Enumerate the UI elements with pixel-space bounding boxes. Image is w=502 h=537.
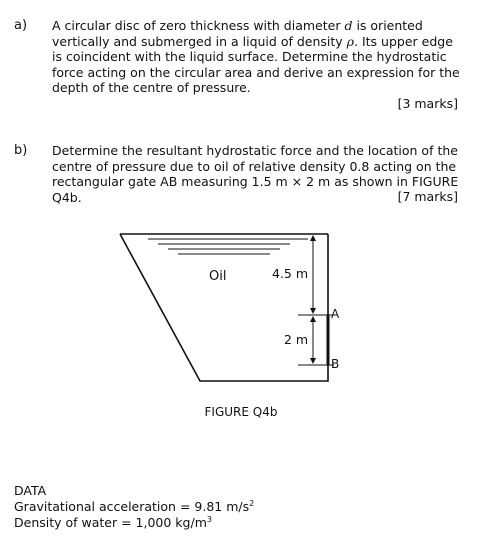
point-b-label: B (331, 357, 340, 371)
part-a-marks: [3 marks] (397, 96, 458, 111)
density-line (14, 515, 254, 531)
part-b-marks: [7 marks] (397, 189, 458, 204)
gravity-text: Gravitational acceleration = 9.81 m/s (14, 499, 250, 514)
depth-dimension-label: 4.5 m (272, 266, 309, 281)
point-a-label: A (331, 307, 340, 321)
data-section (14, 483, 254, 531)
diameter-symbol: d (344, 18, 353, 33)
oil-label: Oil (209, 269, 227, 284)
part-a-text-3: . Its upper edge is coincident with the liquid surface. Determine the hydrostatic force acting on the circular area and derive an expression for the depth of the centre of pressure. (52, 33, 460, 95)
tank-outline (120, 234, 328, 381)
part-b-label: b) (14, 143, 28, 158)
density-exponent: 3 (206, 515, 212, 524)
density-symbol: ρ (346, 33, 355, 49)
gravity-line (14, 499, 254, 515)
density-text: Density of water = 1,000 kg/m (14, 515, 207, 530)
data-heading: DATA (14, 483, 47, 498)
part-a-text-1: A circular disc of zero thickness with diameter (52, 18, 345, 33)
figure-caption: FIGURE Q4b (204, 405, 278, 419)
gate-dimension-label: 2 m (284, 332, 309, 347)
gravity-exponent: 2 (249, 499, 255, 508)
part-b-question: Determine the resultant hydrostatic force and the location of the centre of pressure due to oil of relative density 0.8 acting on the rectangular gate AB measuring 1.5 m × 2 m as shown in FIGURE Q4b. (52, 143, 459, 205)
part-a-label: a) (14, 18, 28, 33)
part-a-text-2: is oriented vertically and submerged in a liquid of density (52, 18, 423, 49)
